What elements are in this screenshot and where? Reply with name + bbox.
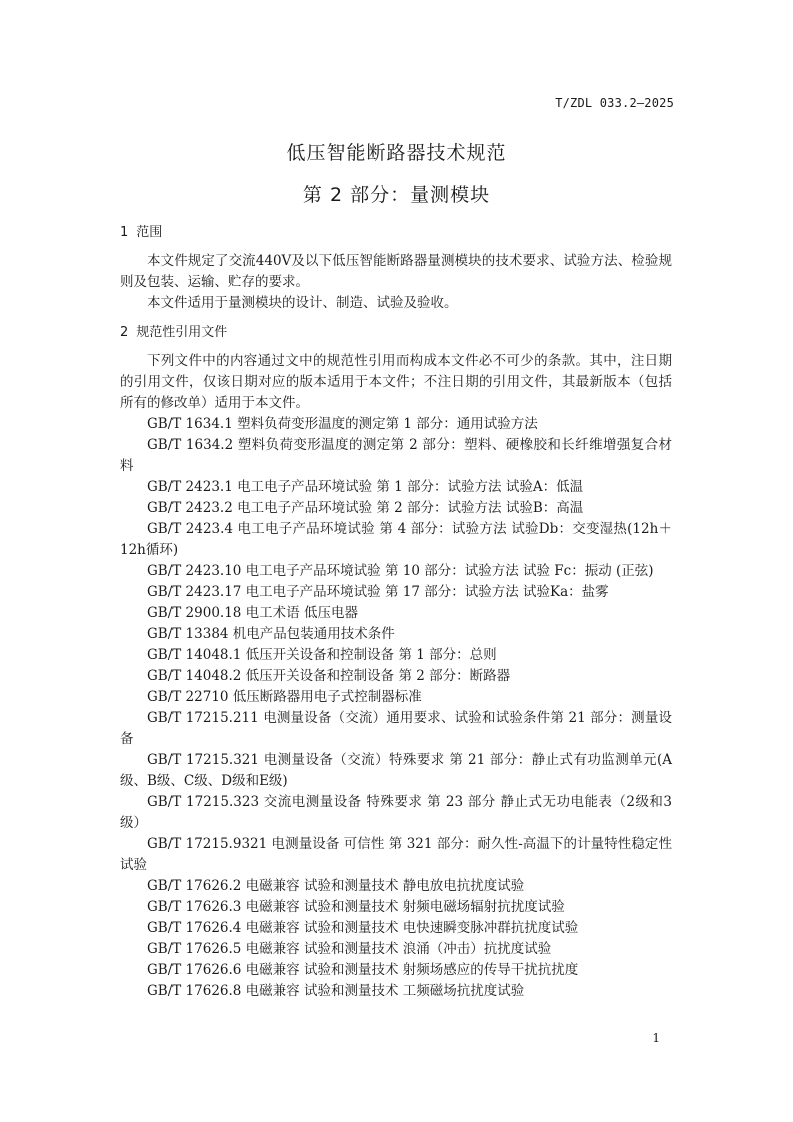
reference-item: GB/T 17215.323 交流电测量设备 特殊要求 第 23 部分 静止式无功电能表（2级和3级） — [120, 794, 672, 831]
reference-item: GB/T 1634.1 塑料负荷变形温度的测定第 1 部分：通用试验方法 — [147, 416, 538, 432]
reference-item: GB/T 17215.211 电测量设备（交流）通用要求、试验和试验条件第 21 部分：测量设备 — [120, 710, 672, 747]
reference-list — [120, 414, 672, 1002]
section-title: 范围 — [136, 225, 163, 240]
section-heading — [120, 222, 672, 243]
reference-item: GB/T 17215.321 电测量设备（交流）特殊要求 第 21 部分：静止式有功监测单元(A级、B级、C级、D级和E级) — [120, 752, 672, 789]
page-number: 1 — [652, 1031, 660, 1045]
reference-item: GB/T 1634.2 塑料负荷变形温度的测定第 2 部分：塑料、硬橡胶和长纤维增强复合材料 — [120, 437, 672, 474]
reference-item: GB/T 2900.18 电工术语 低压电器 — [147, 605, 358, 621]
reference-item: GB/T 2423.1 电工电子产品环境试验 第 1 部分：试验方法 试验A：低温 — [147, 479, 584, 495]
reference-item: GB/T 17626.6 电磁兼容 试验和测量技术 射频场感应的传导干扰抗扰度 — [147, 962, 579, 978]
reference-item: GB/T 14048.2 低压开关设备和控制设备 第 2 部分：断路器 — [147, 668, 511, 684]
reference-item: GB/T 2423.4 电工电子产品环境试验 第 4 部分：试验方法 试验Db：交变湿热(12h＋12h循环) — [120, 521, 672, 558]
section-number: 2 — [120, 325, 129, 340]
reference-item: GB/T 2423.10 电工电子产品环境试验 第 10 部分：试验方法 试验 Fc：振动 (正弦) — [147, 563, 654, 579]
reference-item: GB/T 2423.2 电工电子产品环境试验 第 2 部分：试验方法 试验B：高温 — [147, 500, 584, 516]
document-title: 低压智能断路器技术规范 — [286, 142, 507, 164]
paragraph: 下列文件中的内容通过文中的规范性引用而构成本文件必不可少的条款。其中，注日期的引用文件，仅该日期对应的版本适用于本文件；不注日期的引用文件，其最新版本（包括所有的修改单）适用于本文件。 — [120, 353, 672, 411]
reference-item: GB/T 17626.2 电磁兼容 试验和测量技术 静电放电抗扰度试验 — [147, 878, 525, 894]
section-normative-references — [120, 322, 672, 1002]
reference-item: GB/T 17626.4 电磁兼容 试验和测量技术 电快速瞬变脉冲群抗扰度试验 — [147, 920, 579, 936]
reference-item: GB/T 22710 低压断路器用电子式控制器标准 — [147, 689, 422, 705]
section-scope — [120, 222, 672, 314]
reference-item: GB/T 17215.9321 电测量设备 可信性 第 321 部分：耐久性-高温下的计量特性稳定性试验 — [120, 836, 672, 873]
section-number: 1 — [120, 225, 129, 240]
paragraph: 本文件规定了交流440V及以下低压智能断路器量测模块的技术要求、试验方法、检验规则及包装、运输、贮存的要求。 — [120, 253, 672, 290]
reference-item: GB/T 17626.3 电磁兼容 试验和测量技术 射频电磁场辐射抗扰度试验 — [147, 899, 565, 915]
document-number: T/ZDL 033.2—2025 — [555, 96, 674, 110]
reference-item: GB/T 17626.8 电磁兼容 试验和测量技术 工频磁场抗扰度试验 — [147, 983, 525, 999]
reference-item: GB/T 17626.5 电磁兼容 试验和测量技术 浪涌（冲击）抗扰度试验 — [147, 941, 552, 957]
reference-item: GB/T 13384 机电产品包装通用技术条件 — [147, 626, 395, 642]
section-heading — [120, 322, 672, 343]
reference-item: GB/T 14048.1 低压开关设备和控制设备 第 1 部分：总则 — [147, 647, 497, 663]
document-body — [120, 222, 672, 1002]
section-title: 规范性引用文件 — [136, 325, 228, 340]
reference-item: GB/T 2423.17 电工电子产品环境试验 第 17 部分：试验方法 试验Ka：盐雾 — [147, 584, 609, 600]
paragraph: 本文件适用于量测模块的设计、制造、试验及验收。 — [147, 295, 458, 311]
document-subtitle: 第 2 部分：量测模块 — [302, 184, 491, 206]
